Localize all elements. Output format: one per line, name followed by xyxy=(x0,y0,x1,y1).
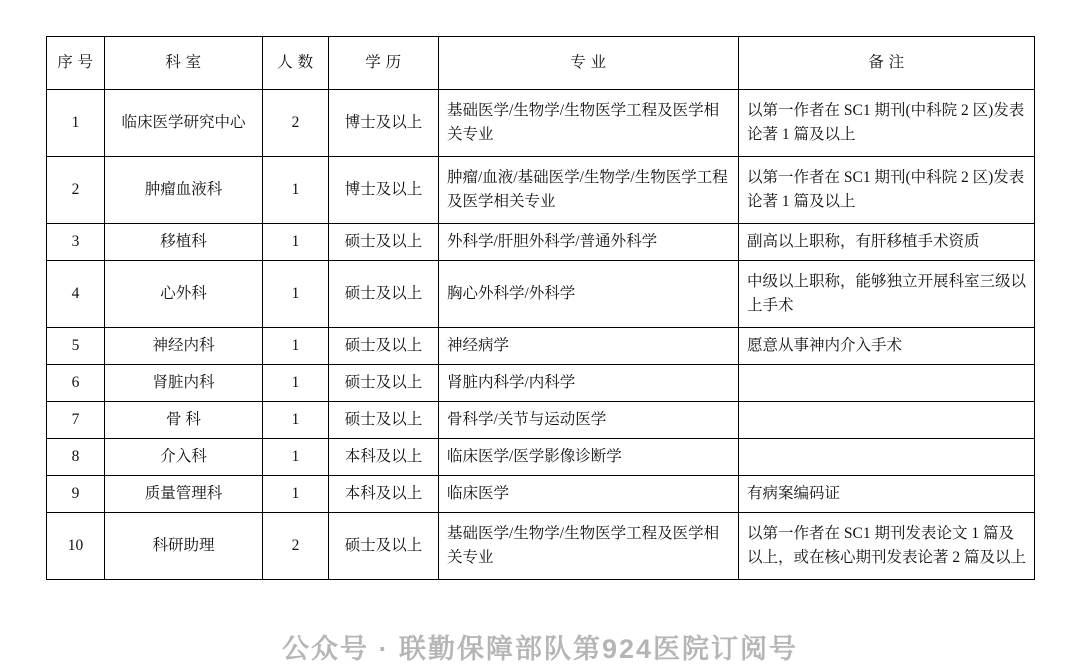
recruitment-table xyxy=(46,36,1035,580)
table-header xyxy=(47,37,1035,90)
cell-major: 神经病学 xyxy=(439,328,739,365)
cell-major: 肾脏内科学/内科学 xyxy=(439,365,739,402)
cell-dept: 肿瘤血液科 xyxy=(105,157,263,224)
cell-count: 1 xyxy=(263,224,329,261)
cell-major: 骨科学/关节与运动医学 xyxy=(439,402,739,439)
table-body xyxy=(47,90,1035,580)
cell-education: 博士及以上 xyxy=(329,90,439,157)
cell-count: 1 xyxy=(263,261,329,328)
cell-remark xyxy=(739,439,1035,476)
cell-dept: 质量管理科 xyxy=(105,476,263,513)
cell-education: 本科及以上 xyxy=(329,439,439,476)
cell-dept: 科研助理 xyxy=(105,513,263,580)
cell-dept: 肾脏内科 xyxy=(105,365,263,402)
cell-major: 外科学/肝胆外科学/普通外科学 xyxy=(439,224,739,261)
cell-education: 硕士及以上 xyxy=(329,365,439,402)
cell-count: 2 xyxy=(263,90,329,157)
column-header-remark: 备 注 xyxy=(739,37,1035,90)
cell-no: 10 xyxy=(47,513,105,580)
cell-count: 1 xyxy=(263,365,329,402)
table-row xyxy=(47,328,1035,365)
cell-dept: 骨 科 xyxy=(105,402,263,439)
table-row xyxy=(47,261,1035,328)
cell-dept: 心外科 xyxy=(105,261,263,328)
cell-dept: 移植科 xyxy=(105,224,263,261)
cell-dept: 临床医学研究中心 xyxy=(105,90,263,157)
cell-remark: 副高以上职称，有肝移植手术资质 xyxy=(739,224,1035,261)
column-header-count: 人 数 xyxy=(263,37,329,90)
cell-no: 5 xyxy=(47,328,105,365)
cell-major: 临床医学/医学影像诊断学 xyxy=(439,439,739,476)
cell-education: 硕士及以上 xyxy=(329,261,439,328)
table-row xyxy=(47,90,1035,157)
table-row xyxy=(47,439,1035,476)
cell-major: 临床医学 xyxy=(439,476,739,513)
cell-count: 1 xyxy=(263,157,329,224)
table-header-row xyxy=(47,37,1035,90)
cell-count: 1 xyxy=(263,402,329,439)
column-header-major: 专 业 xyxy=(439,37,739,90)
cell-remark: 愿意从事神内介入手术 xyxy=(739,328,1035,365)
cell-no: 9 xyxy=(47,476,105,513)
column-header-no: 序 号 xyxy=(47,37,105,90)
table-row xyxy=(47,402,1035,439)
table-row xyxy=(47,513,1035,580)
cell-education: 硕士及以上 xyxy=(329,328,439,365)
cell-education: 本科及以上 xyxy=(329,476,439,513)
cell-remark: 以第一作者在 SC1 期刊发表论文 1 篇及以上，或在核心期刊发表论著 2 篇及以上 xyxy=(739,513,1035,580)
cell-count: 2 xyxy=(263,513,329,580)
cell-remark: 以第一作者在 SC1 期刊(中科院 2 区)发表论著 1 篇及以上 xyxy=(739,157,1035,224)
table-row xyxy=(47,476,1035,513)
cell-education: 硕士及以上 xyxy=(329,513,439,580)
cell-no: 4 xyxy=(47,261,105,328)
table-row xyxy=(47,157,1035,224)
cell-no: 2 xyxy=(47,157,105,224)
cell-major: 胸心外科学/外科学 xyxy=(439,261,739,328)
cell-remark: 中级以上职称，能够独立开展科室三级以上手术 xyxy=(739,261,1035,328)
cell-no: 8 xyxy=(47,439,105,476)
cell-count: 1 xyxy=(263,439,329,476)
cell-no: 7 xyxy=(47,402,105,439)
cell-remark xyxy=(739,365,1035,402)
cell-major: 肿瘤/血液/基础医学/生物学/生物医学工程及医学相关专业 xyxy=(439,157,739,224)
cell-education: 硕士及以上 xyxy=(329,224,439,261)
cell-no: 3 xyxy=(47,224,105,261)
watermark: 公众号 · 联勤保障部队第924医院订阅号 xyxy=(281,634,799,664)
cell-count: 1 xyxy=(263,476,329,513)
cell-no: 6 xyxy=(47,365,105,402)
cell-no: 1 xyxy=(47,90,105,157)
cell-education: 硕士及以上 xyxy=(329,402,439,439)
column-header-dept: 科 室 xyxy=(105,37,263,90)
cell-remark xyxy=(739,402,1035,439)
cell-dept: 介入科 xyxy=(105,439,263,476)
column-header-education: 学 历 xyxy=(329,37,439,90)
cell-major: 基础医学/生物学/生物医学工程及医学相关专业 xyxy=(439,90,739,157)
cell-remark: 有病案编码证 xyxy=(739,476,1035,513)
cell-dept: 神经内科 xyxy=(105,328,263,365)
cell-education: 博士及以上 xyxy=(329,157,439,224)
cell-major: 基础医学/生物学/生物医学工程及医学相关专业 xyxy=(439,513,739,580)
cell-remark: 以第一作者在 SC1 期刊(中科院 2 区)发表论著 1 篇及以上 xyxy=(739,90,1035,157)
cell-count: 1 xyxy=(263,328,329,365)
table-row xyxy=(47,365,1035,402)
table-row xyxy=(47,224,1035,261)
